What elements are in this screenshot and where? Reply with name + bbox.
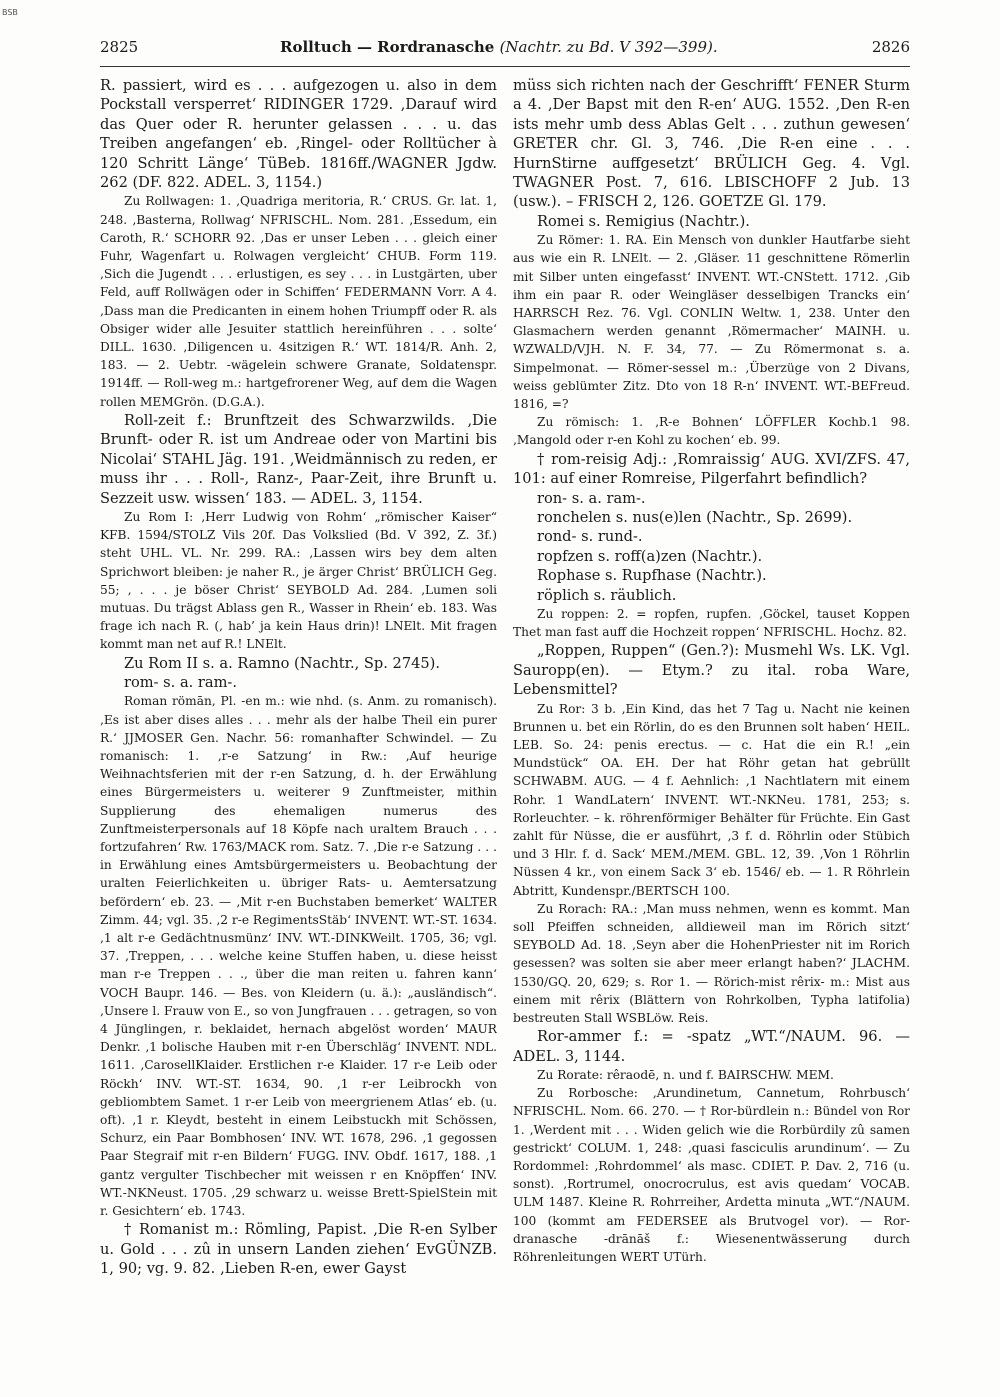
right-column — [513, 76, 910, 1376]
dictionary-entry: † Romanist m.: Römling, Papist. ‚Die R-en Sylber u. Gold . . . zû in unsern Landen ziehen‘ EvGÜNZB. 1, 90; vg. 9. 82. ‚Lieben R-en, ewer Gayst — [100, 1221, 497, 1278]
dictionary-entry: „Roppen, Ruppen“ (Gen.?): Musmehl Ws. LK. Vgl. Sauropp(en). — Etym.? zu ital. roba Ware, Lebensmittel? — [513, 642, 910, 699]
dictionary-entry: ropfzen s. roff(a)zen (Nachtr.). — [537, 547, 763, 565]
dictionary-entry: Zu Rom I: ‚Herr Ludwig von Rohm‘ „römischer Kaiser“ KFB. 1594/STOLZ Vils 20f. Das Volkslied (Bd. V 392, Z. 3f.) steht UHL. VL. Nr. 299. RA.: ‚Lassen wirs bey dem alten Sprichwort bleiben: je naher R., je ärger Christ‘ BRÜLICH Geg. 55; ‚ . . . je böser Christ‘ SEYBOLD Ad. 284. ‚Lumen soli mutuas. Du trägst Ablass gen R., Wasser in Rhein‘ eb. 183. Was frage ich nach R. (, hab’ ja kein Haus drin)! LNElt. Mit fragen kommt man net auf R.! LNElt. — [100, 509, 497, 652]
dictionary-entry: müss sich richten nach der Geschrifft‘ FENER Sturm a 4. ‚Der Bapst mit den R-en‘ AUG. 1552. ‚Den R-en ists mehr umb dess Ablas Gelt . . . zuthun gewesen‘ GRETER chr. Gl. 3, 746. ‚Die R-en eine . . . HurnStirne auffgesetzt‘ BRÜLICH Geg. 4. Vgl. TWAGNER Post. 7, 616. LBISCHOFF 2 Jub. 13 (usw.). – FRISCH 2, 126. GOETZE Gl. 179. — [513, 77, 910, 211]
dictionary-entry: Zu roppen: 2. = ropfen, rupfen. ‚Göckel, tauset Koppen Thet man fast auff die Hochzeit roppen‘ NFRISCHL. Hochz. 82. — [513, 606, 910, 640]
library-stamp: BSB — [2, 8, 18, 17]
dictionary-entry: Zu Rorach: RA.: ‚Man muss nehmen, wenn es kommt. Man soll Pfeiffen schneiden, alldieweil man im Rörich sitzt‘ SEYBOLD Ad. 18. ‚Seyn aber die HohenPriester nit im Rorich gesessen? was solten sie aber meer erlangt haben?‘ JLACHM. 1530/GQ. 20, 629; s. Ror 1. — Rörich-mist rêrix- m.: Mist aus einem mit rêrix (Blättern von Rohrkolben, Typha latifolia) bestreuten Stall WSBLöw. Reis. — [513, 901, 910, 1026]
dictionary-entry: Ror-ammer f.: = -spatz „WT.“/NAUM. 96. — ADEL. 3, 1144. — [513, 1028, 910, 1065]
dictionary-entry: röplich s. räublich. — [537, 586, 677, 604]
running-title — [280, 38, 718, 56]
dictionary-entry: Zu Rollwagen: 1. ‚Quadriga meritoria, R.‘ CRUS. Gr. lat. 1, 248. ‚Basterna, Rollwag‘ NFRISCHL. Nom. 281. ‚Essedum, ein Caroth, R.‘ SCHORR 92. ‚Das er unser Leben . . . gleich einer Fuhr, Wagenfart u. Rolwagen vergleicht‘ CHUB. Form 119. ‚Sich die Jugendt . . . erlustigen, es sey . . . in Lustgärten, uber Feld, auff Rollwägen oder in Schiffen‘ FEDERMANN Vorr. A 4. ‚Dass man die Predicanten in einem hohen Triumpff oder R. als Obsiger wider alle Jesuiter stattlich hereinführen . . . solte‘ DILL. 1630. ‚Diligencen u. 4sitzigen R.‘ WT. 1814/R. Anh. 2, 183. — 2. Uebtr. -wägelein schwere Granate, Soldatenspr. 1914ff. — Roll-weg m.: hartgefrorener Weg, auf dem die Wagen rollen MEMGrön. (D.G.A.). — [100, 194, 497, 409]
dictionary-entry: rom- s. a. ram-. — [124, 673, 238, 691]
dictionary-entry: † rom-reisig Adj.: ‚Romraissig‘ AUG. XVI/ZFS. 47, 101: auf einer Romreise, Pilgerfahrt befindlich? — [513, 450, 910, 488]
page-number-right: 2826 — [871, 38, 910, 56]
dictionary-entry: Rophase s. Rupfhase (Nachtr.). — [537, 567, 767, 585]
dictionary-entry: Zu Römer: 1. RA. Ein Mensch von dunkler Hautfarbe sieht aus wie ein R. LNElt. — 2. ‚Gläser. 11 geschnittene Römerlin mit Silber unten eingefasst‘ INVENT. WT.-CNStett. 1712. ‚Gib ihm ein paar R. oder Weingläser desselbigen Trancks ein‘ HARRSCH Rez. 76. Vgl. CONLIN Weltw. 1, 238. Unter den Glasmachern werden genannt ‚Römermacher‘ MAINH. u. WZWALD/VJH. N. F. 34, 77. — Zu Römermonat s. a. Simpelmonat. — Römer-sessel m.: ‚Überzüge von 2 Divans, weiss geblümter Zitz. Dto von 18 R-n‘ INVENT. WT.-BEFreud. 1816, =? — [513, 233, 910, 412]
dictionary-entry: Roman römān, Pl. -en m.: wie nhd. (s. Anm. zu romanisch). ‚Es ist aber dises alles . . . mehr als der halbe Theil ein purer R.‘ JJMOSER Gen. Nachr. 56: romanhafter Schwindel. — Zu romanisch: 1. ‚r-e Satzung‘ in Rw.: ‚Auf heurige Weihnachtsferien mit der r-en Satzung, d. h. der Erwählung eines Bürgermeisters u. weiterer 9 Zunftmeister, mithin Supplierung des ehemaligen numerus des Zunftmeisterpersonals auf 18 Köpfe nach uraltem Brauch . . . fortzufahren‘ Rw. 1763/MACK rom. Satz. 7. ‚Die r-e Satzung . . . in Erwählung eines Amtsbürgermeisters u. Beobachtung der uralten Feierlichkeiten u. übriger Rats- u. Aemtersatzung befördern‘ eb. 23. — ‚Mit r-en Buchstaben bemerket‘ WALTER Zimm. 44; vgl. 35. ‚2 r-e RegimentsStäb‘ INVENT. WT.-ST. 1634. ‚1 alt r-e Gedächtnusmünz‘ INV. WT.-DINKWeilt. 1705, 36; vgl. 37. ‚Treppen, . . . welche keine Stuffen haben, u. diese heisst man r-e Treppen . . ., über die man reiten u. fahren kann‘ VOCH Baupr. 146. — Bes. von Kleidern (u. ä.): „ausländisch“. ‚Unsere l. Frauw von E., so von Jungfrauen . . . getragen, so von 4 Jünglingen, r. beklaidet, hernach abgelöst worden‘ MAUR Denkr. ‚1 bolische Hauben mit r-en Überschläg‘ INVENT. NDL. 1611. ‚CarosellKlaider. Erstlichen r-e Klaider. 17 r-e Leib oder Röckh‘ INV. WT.-ST. 1634, 90. ‚1 r-er Leibrockh von gebliombtem Samet. 1 r-er Leib von meergrienem Atlas‘ eb. (u. oft). ‚1 r. Kleydt, besteht in einem Leibstuckh mit Schössen, Schurz, ein Paar Bombhosen‘ INV. WT. 1678, 296. ‚1 gegossen Paar Stegraif mit r-en Bildern‘ FUGG. INV. Obdf. 1617, 188. ‚1 gantz vergulter Tischbecher mit weissen r en Knöpffen‘ INV. WT.-NKNeust. 1705. ‚29 schwarz u. weisse Brett-SpielStein mit r. Gesichtern‘ eb. 1743. — [100, 694, 497, 1219]
header-rule — [100, 66, 910, 67]
dictionary-entry: Zu Ror: 3 b. ‚Ein Kind, das het 7 Tag u. Nacht nie keinen Brunnen u. bet ein Rörlin, do es den Brunnen solt haben‘ HEIL. LEB. So. 24: penis erectus. — c. Hat die ein R.! „ein Mundstück“ OA. EH. Der hat Röhr getan hat gebrüllt SCHWABM. AUG. — 4 f. Aehnlich: ‚1 Nachtlatern mit einem Rohr. 1 WandLatern‘ INVENT. WT.-NKNeu. 1781, 253; s. Rorleuchter. – k. röhrenförmiger Behälter für Früchte. Ein Gast zahlt für Nüsse, die er ausführt, ‚3 f. d. Röhrlin oder Stübich und 3 Hlr. f. d. Sack‘ MEM./MEM. GBL. 12, 39. ‚Von 1 Röhrlin Nüssen 4 kr., von einem Sack 3‘ eb. 1546/ eb. — 1. R Röhrlein Abtritt, Kundenspr./BERTSCH 100. — [513, 701, 910, 898]
running-title-text: Rolltuch — Rordranasche — [280, 38, 495, 56]
dictionary-entry: rond- s. rund-. — [537, 528, 643, 546]
dictionary-entry: Roll-zeit f.: Brunftzeit des Schwarzwilds. ‚Die Brunft- oder R. ist um Andreae oder von Martini bis Nicolai‘ STAHL Jäg. 191. ‚Weidmännisch zu reden, er muss ihr . . . Roll-, Ranz-, Paar-Zeit, ihre Brunft u. Sezzeit usw. wissen‘ 183. — ADEL. 3, 1154. — [100, 411, 497, 507]
dictionary-entry: Romei s. Remigius (Nachtr.). — [537, 212, 750, 230]
left-column — [100, 76, 497, 1376]
dictionary-entry: ronchelen s. nus(e)len (Nachtr., Sp. 2699). — [537, 508, 853, 526]
dictionary-entry: Zu Rom II s. a. Ramno (Nachtr., Sp. 2745). — [124, 654, 441, 672]
dictionary-entry: Zu römisch: 1. ‚R-e Bohnen‘ LÖFFLER Kochb.1 98. ‚Mangold oder r-en Kohl zu kochen‘ eb. 99. — [513, 415, 910, 448]
dictionary-entry: Zu Rorate: rêraodē, n. und f. BAIRSCHW. MEM. — [537, 1068, 834, 1083]
page-header — [100, 36, 910, 62]
page-number-left: 2825 — [100, 38, 139, 56]
running-subtitle: (Nachtr. zu Bd. V 392—399). — [499, 38, 718, 56]
dictionary-entry: R. passiert, wird es . . . aufgezogen u. also in dem Pockstall versperret‘ RIDINGER 1729. ‚Darauf wird das Quer oder R. herunter gelassen . . . u. das Treiben angefangen‘ eb. ‚Ringel- oder Rolltücher à 120 Schritt Länge‘ TüBeb. 1816ff./WAGNER Jgdw. 262 (DF. 822. ADEL. 3, 1154.) — [100, 77, 497, 192]
dictionary-entry: Zu Rorbosche: ‚Arundinetum, Cannetum, Rohrbusch‘ NFRISCHL. Nom. 66. 270. — † Ror-bürdlein n.: Bündel von Ror 1. ‚Werdent mit . . . Widen gelich wie die Rorbürdily zû samen gestrickt‘ COLUM. 1, 248: ‚quasi fasciculis arundinum‘. — Zu Rordommel: ‚Rohrdommel‘ als masc. CDIET. P. Dav. 2, 716 (u. sonst). ‚Rortrumel, onocrocrulus, est avis quedam‘ VOCAB. ULM 1487. Kleine R. Rohrreiher, Ardetta minuta „WT.“/NAUM. 100 (kommt am FEDERSEE als Brutvogel vor). — Ror-dranasche -drānāš f.: Wiesenentwässerung durch Röhrenleitungen WERT UTürh. — [513, 1086, 910, 1265]
dictionary-entry: ron- s. a. ram-. — [537, 489, 646, 507]
